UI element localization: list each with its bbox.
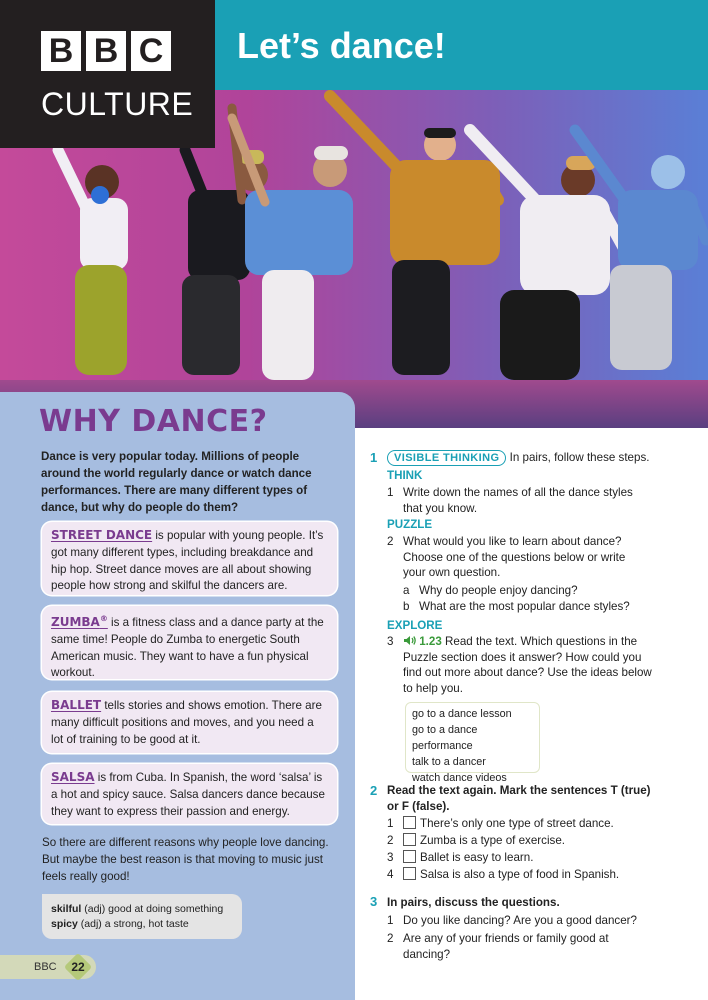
sub-text: Why do people enjoy dancing? [419,584,578,597]
exercise-2-number: 2 [370,783,378,798]
tf-line [403,850,533,866]
item-line: What would you like to learn about dance? [403,535,622,548]
puzzle-item [387,534,687,582]
tf-item-3 [387,850,687,866]
tf-item-2 [387,833,687,849]
page-title: Let’s dance! [237,25,446,66]
glossary-definition: (adj) good at doing something [81,903,224,915]
card-text: tells stories and shows emotion. There are many difficult positions and moves, and you need a lot of training to be good at it. [51,699,322,746]
item-number: 1 [387,486,394,499]
item-number: 2 [387,932,394,945]
idea-item: watch dance videos [412,772,507,784]
sub-text: What are the most popular dance styles? [419,600,630,613]
visible-thinking-badge: VISIBLE THINKING [387,450,506,466]
idea-item: go to a dance performance [412,724,478,752]
glossary-word: spicy [51,918,78,930]
sub-letter: a [403,584,410,597]
item-line: that you know. [403,501,478,515]
logo-letter-b1: B [41,31,81,71]
keyword-ballet: BALLET [51,698,102,712]
keyword-zumba [51,615,108,629]
card-zumba [42,606,337,679]
answer-checkbox[interactable] [403,833,416,846]
item-number: 3 [387,851,394,864]
logo-letter-b2: B [86,31,126,71]
conclusion-paragraph: So there are different reasons why people love dancing. But maybe the best reason is that moving to music just feels really good! [42,836,329,883]
item-line: Are any of your friends or family good at [403,932,609,945]
tf-line [403,816,614,832]
item-line: Do you like dancing? Are you a good dancer? [403,914,637,927]
discussion-item-1 [387,913,687,929]
glossary-entry [51,917,233,932]
keyword-salsa: SALSA [51,770,95,784]
tf-line [403,833,565,849]
explore-text: Read the text. Which questions in the [441,635,638,648]
sub-question-b [403,599,683,615]
item-line: Write down the names of all the dance styles [403,486,633,499]
audio-track-number[interactable]: 1.23 [419,635,442,648]
exercise-3-instruction: In pairs, discuss the questions. [387,896,560,909]
tf-item-4 [387,867,687,883]
speaker-icon[interactable] [403,635,416,646]
keyword-zumba-text: ZUMBA [51,615,100,629]
item-number: 1 [387,817,394,830]
answer-checkbox[interactable] [403,816,416,829]
glossary-definition: (adj) a strong, hot taste [77,918,189,930]
footer-label: BBC [34,961,57,973]
discussion-item-2 [387,931,687,963]
registered-mark: ® [99,614,108,623]
tf-sentence: Ballet is easy to learn. [420,851,534,864]
ideas-box [405,702,540,784]
exercises-panel [355,428,708,1000]
exercise-1-instruction-text: In pairs, follow these steps. [506,451,650,464]
page-number: 22 [71,960,85,974]
idea-item: go to a dance lesson [412,708,512,720]
keyword-street-dance: STREET DANCE [51,528,153,542]
item-number: 4 [387,868,394,881]
tf-item-1 [387,816,687,832]
bbc-culture-block [0,0,215,148]
explore-item [387,634,697,698]
reading-panel [0,392,355,1000]
card-text: is from Cuba. In Spanish, the word ‘salsa’ is a hot and spicy sauce. Salsa dancers dance because they want to express their passion and energy. [51,771,325,818]
item-line: Choose one of the questions below or write [403,550,626,564]
puzzle-heading: PUZZLE [387,518,433,531]
tf-sentence: Salsa is also a type of food in Spanish. [420,868,620,881]
sub-question-a [403,583,683,599]
think-heading: THINK [387,469,423,482]
think-item [387,485,687,517]
explore-heading: EXPLORE [387,619,443,632]
item-line: Puzzle section does it answer? How could you [403,650,642,664]
intro-paragraph: Dance is very popular today. Millions of people around the world regularly dance or watch dance performances. There are many different types of dance, but why do people do them? [41,450,312,514]
exercise-2-instruction [387,783,697,815]
item-line: dancing? [403,947,451,961]
instruction-line: or F (false). [387,799,450,813]
tf-sentence: Zumba is a type of exercise. [420,834,565,847]
card-text: is a fitness class and a dance party at the same time! People do Zumba to energetic South American music. They want to have a fun physical workout. [51,616,324,680]
exercise-1-number: 1 [370,450,378,465]
answer-checkbox[interactable] [403,850,416,863]
idea-item: talk to a dancer [412,756,486,768]
exercise-3-number: 3 [370,894,378,909]
bbc-logo [41,31,171,71]
item-number: 2 [387,834,394,847]
item-number: 3 [387,635,394,648]
card-text: is popular with young people. It’s got many different types, including breakdance and hip hop. Street dance moves are all about showing people how strong and skilful the dancers are. [51,529,324,593]
card-street-dance [42,522,337,595]
item-line: to help you. [403,681,463,695]
page-number-badge [64,953,92,981]
item-number: 1 [387,914,394,927]
card-ballet [42,692,337,753]
glossary-word: skilful [51,903,82,915]
glossary-entry [51,902,233,917]
item-line: your own question. [403,566,501,579]
card-salsa [42,764,337,824]
tf-line [403,867,619,883]
item-line [403,634,637,650]
item-number: 2 [387,535,394,548]
instruction-line: Read the text again. Mark the sentences T (true) [387,784,651,797]
sub-letter: b [403,600,410,613]
page-footer [0,955,96,979]
item-line: find out more about dance? Use the ideas below [403,666,652,679]
tf-sentence: There’s only one type of street dance. [420,817,614,830]
answer-checkbox[interactable] [403,867,416,880]
glossary-box [42,894,242,939]
title-band [215,0,708,90]
logo-letter-c: C [131,31,171,71]
exercise-1-instruction [387,450,649,466]
section-heading: WHY DANCE? [39,404,268,439]
culture-label: CULTURE [41,86,194,122]
